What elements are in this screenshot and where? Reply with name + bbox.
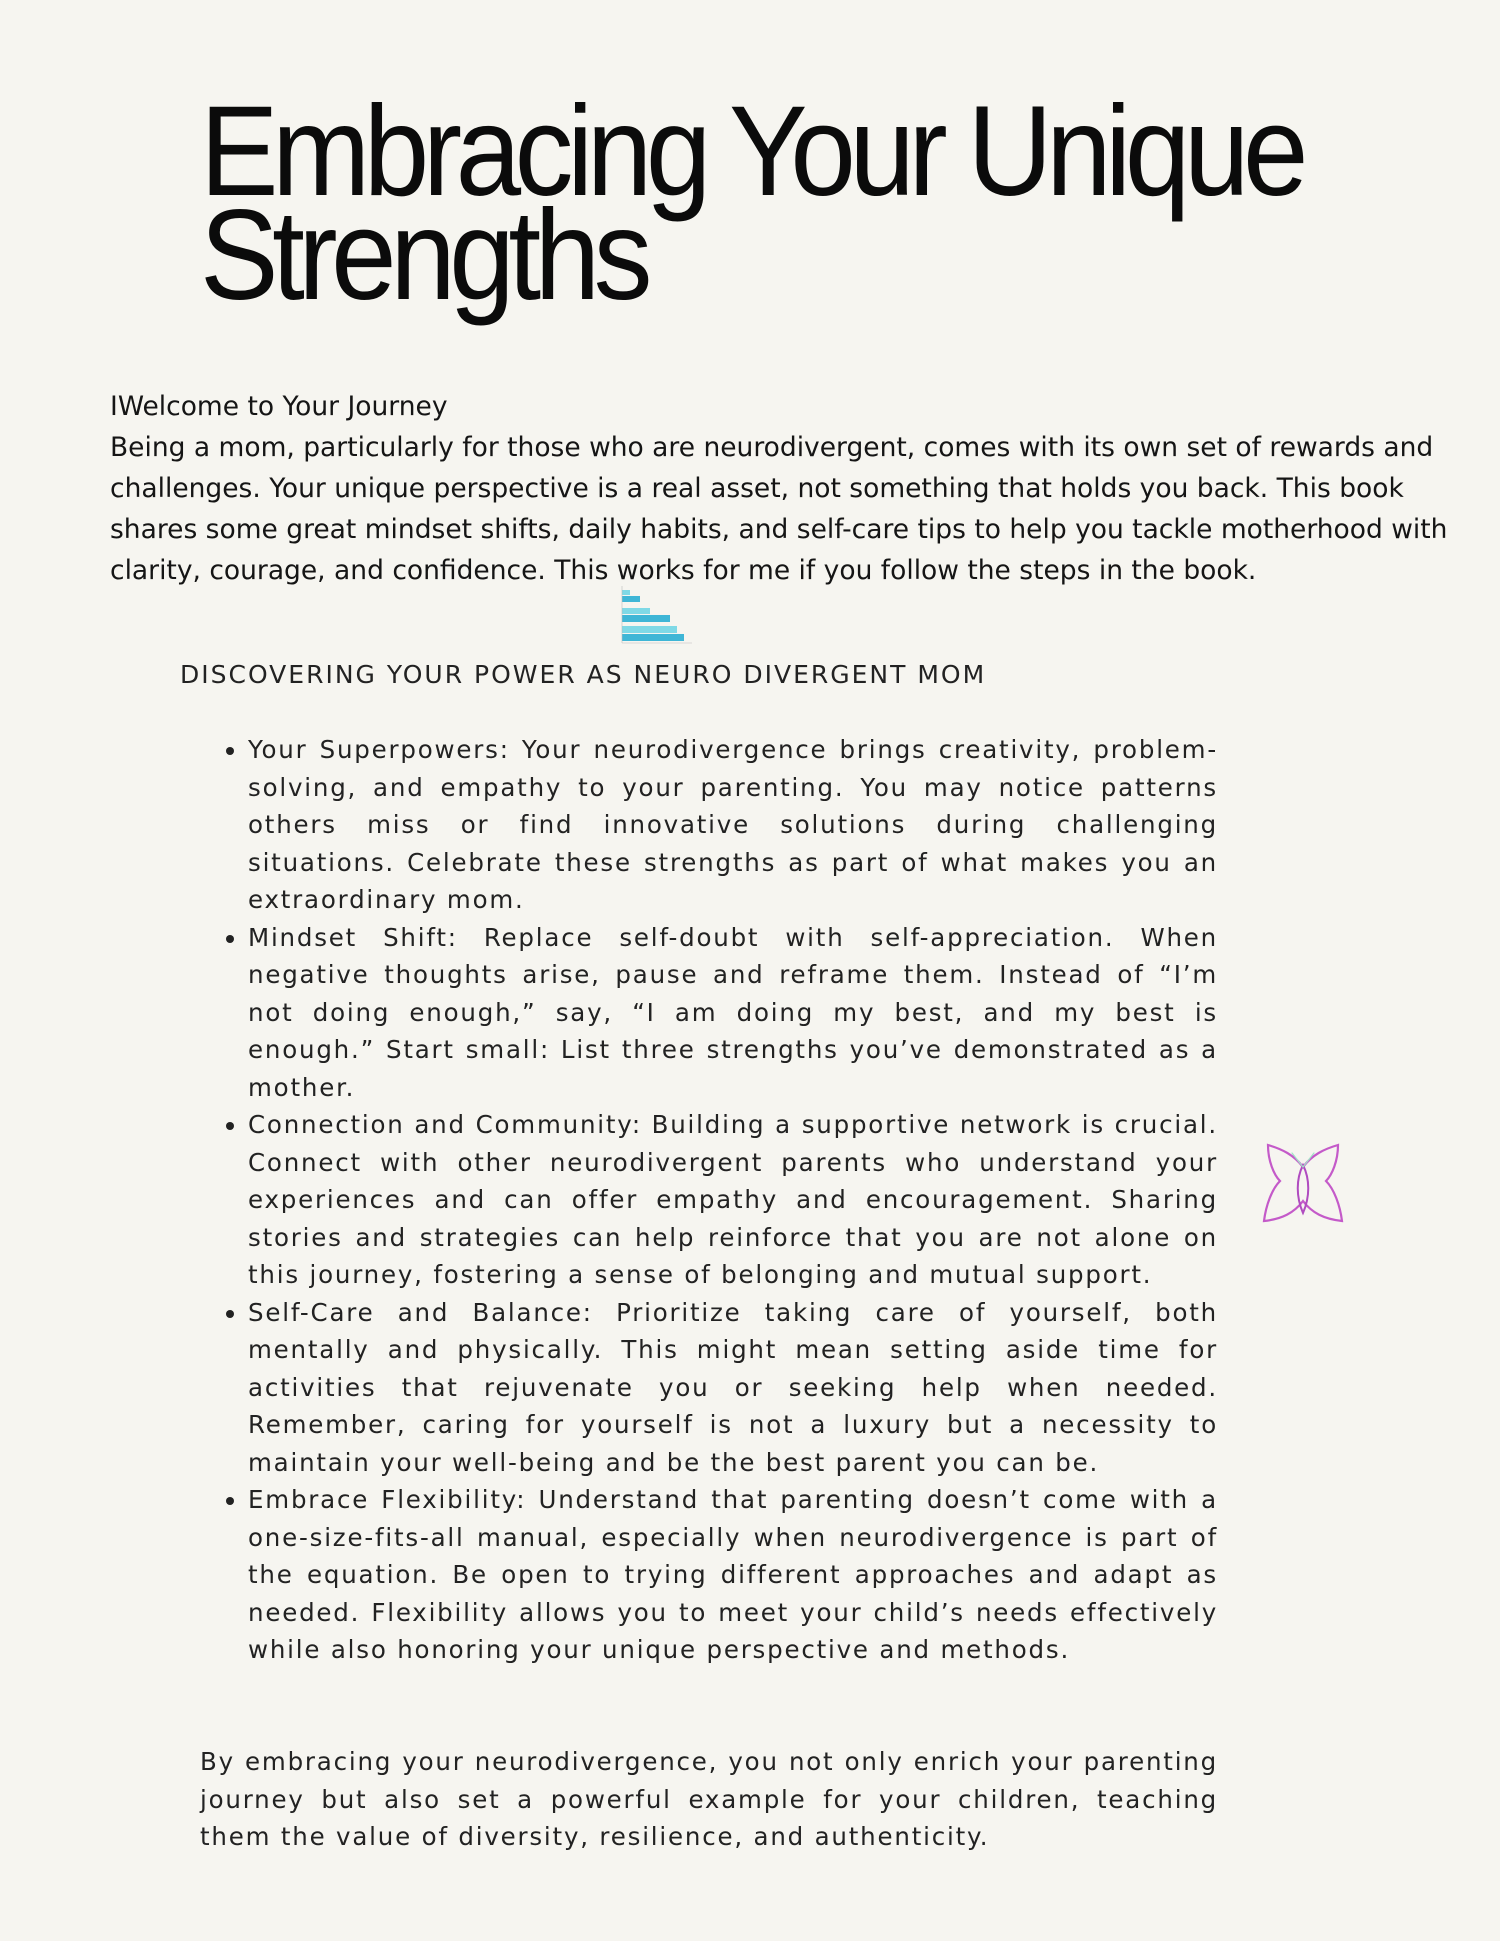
strengths-list [248, 731, 1218, 1669]
chart-bar [622, 626, 677, 633]
closing-paragraph: By embracing your neurodivergence, you not only enrich your parenting journey but also set a powerful example for your children, teaching them the value of diversity, resilience, and authenticity. [200, 1747, 1218, 1851]
intro-section [110, 386, 1495, 591]
bar-chart-image [612, 582, 694, 646]
list-item: • Your Superpowers: Your neurodivergence brings creativity, problem-solving, and empathy to your parenting. You may notice patterns others miss or find innovative solutions during challenging situations. Celebrate these strengths as part of what makes you an extraordinary mom. [248, 731, 1218, 919]
page-title [200, 80, 1350, 327]
intro-heading: IWelcome to Your Journey [110, 391, 448, 422]
list-item: • Connection and Community: Building a supportive network is crucial. Connect with other neurodivergent parents who understand your experiences and can offer empathy and encouragement. Sharing stories and strategies can help reinforce that you are not alone on this journey, fostering a sense of belonging and mutual support. [248, 1106, 1218, 1294]
list-item: • Self-Care and Balance: Prioritize taking care of yourself, both mentally and physically. This might mean setting aside time for activities that rejuvenate you or seeking help when needed. Remember, caring for yourself is not a luxury but a necessity to maintain your well-being and be the best parent you can be. [248, 1294, 1218, 1482]
chart-bar [622, 590, 630, 595]
chart-bar [622, 608, 650, 614]
section-heading: DISCOVERING YOUR POWER AS NEURO DIVERGENT MOM [180, 660, 987, 689]
chart-bar [622, 634, 684, 641]
butterfly-icon [1252, 1139, 1354, 1225]
chart-bar [622, 615, 670, 622]
list-item: • Mindset Shift: Replace self-doubt with self-appreciation. When negative thoughts arise, pause and reframe them. Instead of “I’m not doing enough,” say, “I am doing my best, and my best is enough.” Start small: List three strengths you’ve demonstrated as a mother. [248, 919, 1218, 1107]
list-item: • Embrace Flexibility: Understand that parenting doesn’t come with a one-size-fits-all manual, especially when neurodivergence is part of the equation. Be open to trying different approaches and adapt as needed. Flexibility allows you to meet your child’s needs effectively while also honoring your unique perspective and methods. [248, 1481, 1218, 1669]
intro-body: Being a mom, particularly for those who are neurodivergent, comes with its own set of rewards and challenges. Your unique perspective is a real asset, not something that holds you back. This book shares some great mindset shifts, daily habits, and self-care tips to help you tackle motherhood with clarity, courage, and confidence. This works for me if you follow the steps in the book. [110, 432, 1448, 586]
title-line-2: Strengths [200, 184, 647, 327]
title-line-1: Embracing Your Unique [200, 80, 1303, 223]
chart-bar [622, 596, 640, 602]
